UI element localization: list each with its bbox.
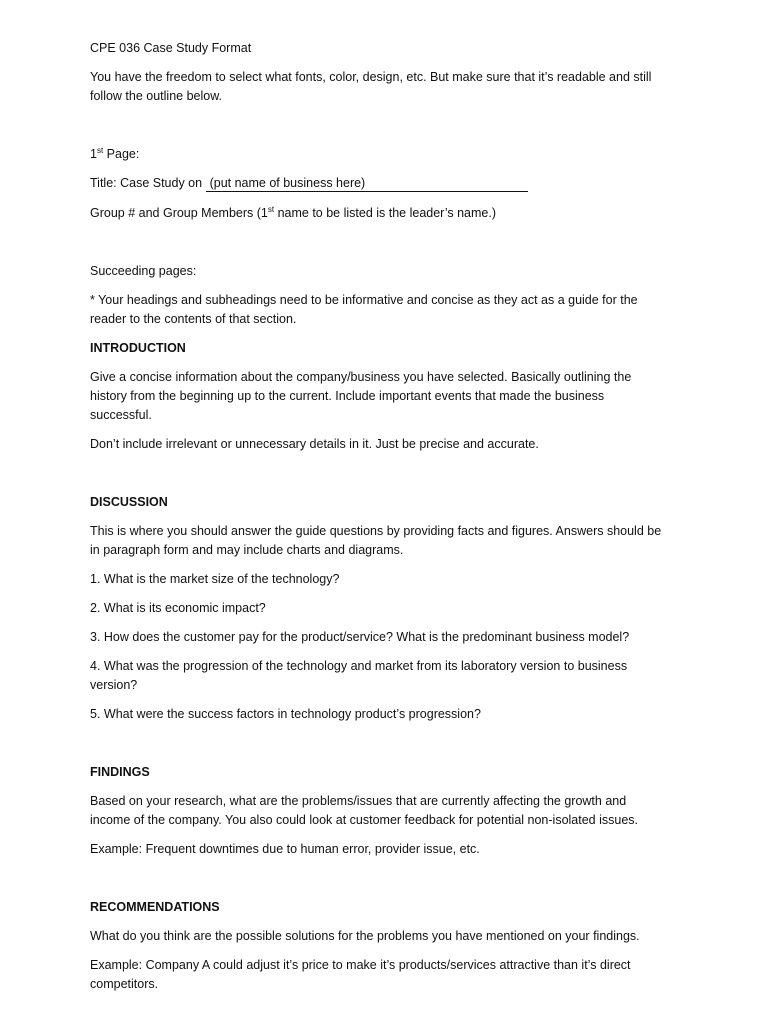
- introduction-note: Don’t include irrelevant or unnecessary details in it. Just be precise and accurate.: [90, 437, 539, 451]
- discussion-question-4-line-2: version?: [90, 678, 138, 692]
- recommendations-example-line-2: competitors.: [90, 977, 159, 991]
- findings-heading: FINDINGS: [90, 765, 150, 779]
- discussion-question-5: 5. What were the success factors in technology product’s progression?: [90, 707, 481, 721]
- introduction-paragraph-line-3: successful.: [90, 408, 152, 422]
- introduction-paragraph-line-2: history from the beginning up to the current. Include important events that made the business: [90, 389, 605, 403]
- first-page-label: 1st Page:: [90, 146, 140, 161]
- recommendations-heading: RECOMMENDATIONS: [90, 900, 220, 914]
- intro-line-1: You have the freedom to select what fonts, color, design, etc. But make sure that it’s readable and still: [90, 70, 652, 84]
- group-members-line: Group # and Group Members (1st name to be listed is the leader’s name.): [90, 205, 496, 220]
- findings-example: Example: Frequent downtimes due to human error, provider issue, etc.: [90, 842, 480, 856]
- succeeding-pages-label: Succeeding pages:: [90, 264, 197, 278]
- discussion-question-4-line-1: 4. What was the progression of the technology and market from its laboratory version to business: [90, 659, 628, 673]
- headings-note-line-2: reader to the contents of that section.: [90, 312, 297, 326]
- discussion-heading: DISCUSSION: [90, 495, 168, 509]
- title-field-label: Title: Case Study on: [90, 176, 206, 190]
- discussion-paragraph-line-2: in paragraph form and may include charts and diagrams.: [90, 543, 404, 557]
- title-field-line: [90, 174, 528, 193]
- discussion-question-1: 1. What is the market size of the technology?: [90, 572, 340, 586]
- findings-paragraph-line-1: Based on your research, what are the problems/issues that are currently affecting the growth and: [90, 794, 627, 808]
- discussion-question-3: 3. How does the customer pay for the product/service? What is the predominant business model?: [90, 630, 630, 644]
- introduction-paragraph-line-1: Give a concise information about the company/business you have selected. Basically outlining the: [90, 370, 632, 384]
- findings-paragraph-line-2: income of the company. You also could look at customer feedback for potential non-isolated issues.: [90, 813, 639, 827]
- discussion-paragraph-line-1: This is where you should answer the guide questions by providing facts and figures. Answers should be: [90, 524, 662, 538]
- business-name-field: (put name of business here): [206, 176, 528, 192]
- headings-note-line-1: * Your headings and subheadings need to be informative and concise as they act as a guide for the: [90, 293, 638, 307]
- recommendations-paragraph: What do you think are the possible solutions for the problems you have mentioned on your findings.: [90, 929, 640, 943]
- intro-line-2: follow the outline below.: [90, 89, 223, 103]
- recommendations-example-line-1: Example: Company A could adjust it’s price to make it’s products/services attractive than it’s direct: [90, 958, 631, 972]
- introduction-heading: INTRODUCTION: [90, 341, 186, 355]
- discussion-question-2: 2. What is its economic impact?: [90, 601, 266, 615]
- document-title: CPE 036 Case Study Format: [90, 41, 252, 55]
